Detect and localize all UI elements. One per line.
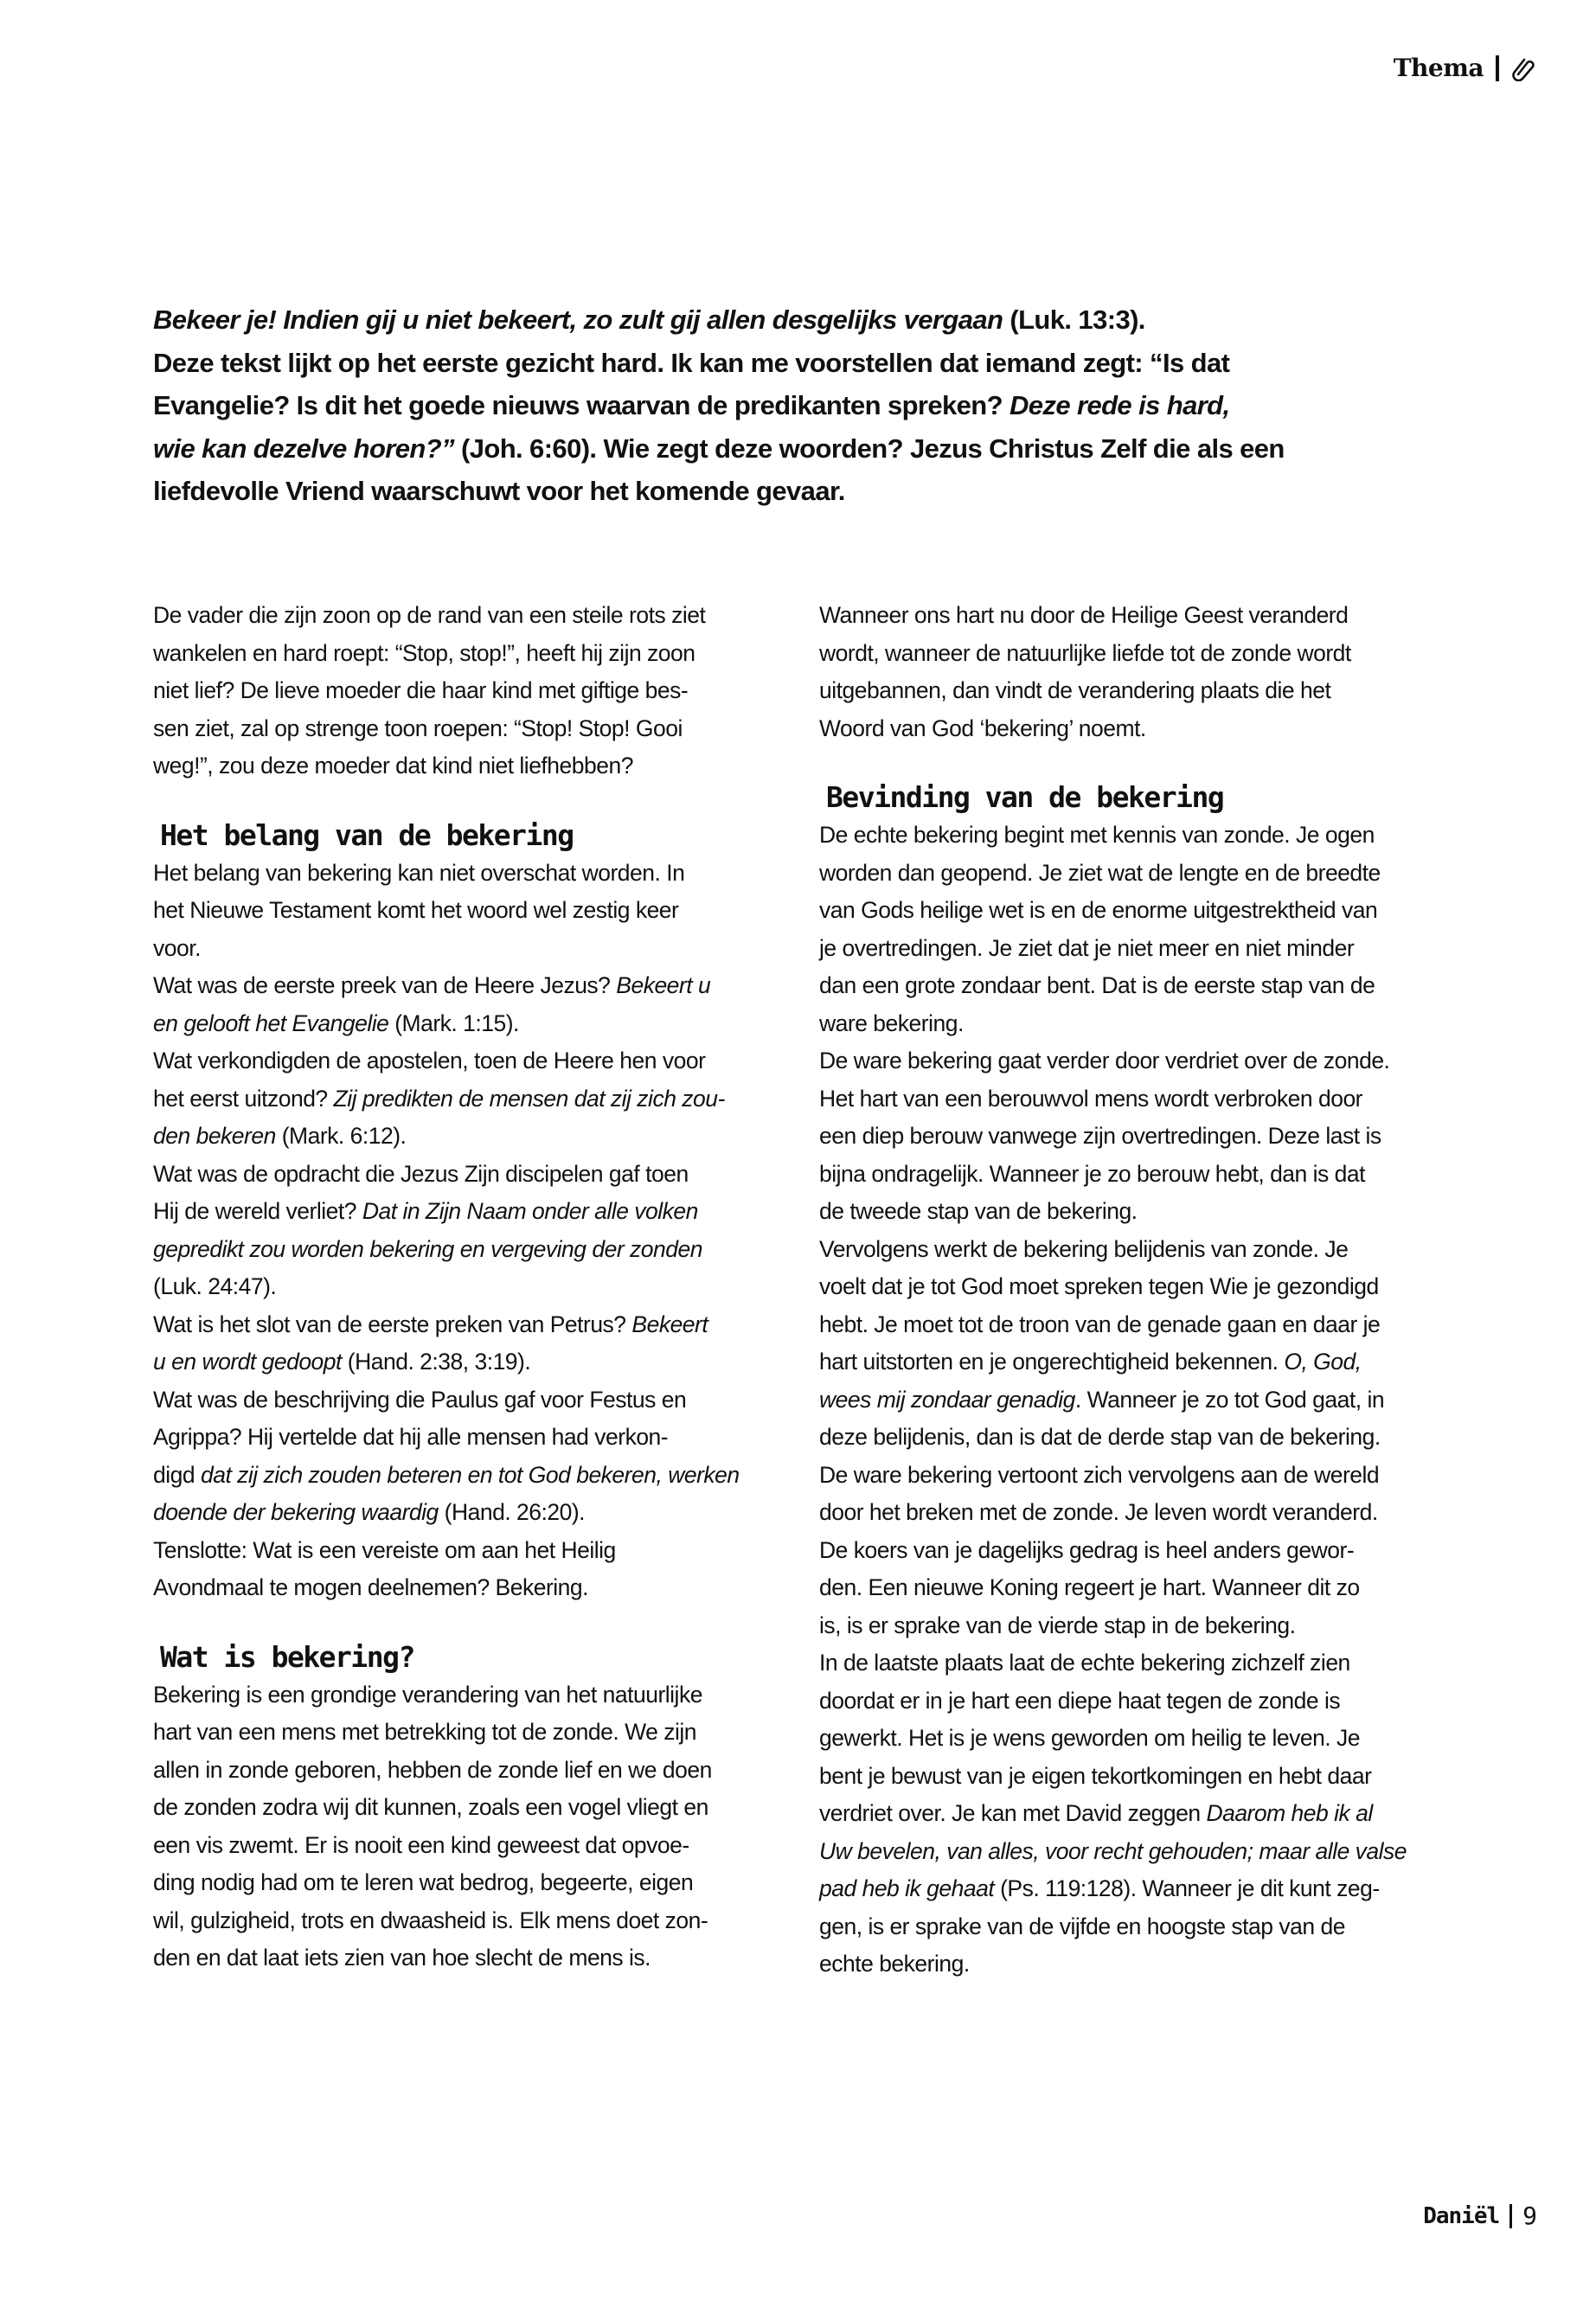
text-run: Bekering is een grondige verandering van het natuurlijke — [153, 1681, 702, 1708]
text-run: niet lief? De lieve moeder die haar kind met giftige bes- — [153, 677, 689, 703]
text-line — [819, 1156, 1442, 1194]
text-line — [819, 635, 1442, 673]
page-number: 9 — [1522, 2202, 1537, 2230]
text-line — [153, 1457, 776, 1495]
text-line — [153, 1231, 776, 1269]
text-run: (Hand. 26:20). — [438, 1499, 586, 1525]
italic-quote: u en wordt gedoopt — [153, 1349, 342, 1375]
intro-line — [153, 470, 1364, 513]
text-line — [153, 1419, 776, 1457]
text-line — [819, 1381, 1442, 1420]
text-run: weg!”, zou deze moeder dat kind niet liefhebben? — [153, 753, 633, 779]
text-run: voelt dat je tot God moet spreken tegen Wie je gezondigd — [819, 1273, 1379, 1299]
text-line — [819, 855, 1442, 893]
text-line — [153, 930, 776, 968]
text-line — [153, 1569, 776, 1607]
text-line — [819, 710, 1442, 748]
text-run: het Nieuwe Testament komt het woord wel zestig keer — [153, 897, 679, 923]
text-run: doordat er in je hart een diepe haat tegen de zonde is — [819, 1687, 1341, 1714]
text-run: den. Een nieuwe Koning regeert je hart. Wanneer dit zo — [819, 1574, 1360, 1600]
text-run: (Hand. 2:38, 3:19). — [341, 1349, 531, 1375]
paragraph — [819, 817, 1442, 1984]
text-line — [153, 672, 776, 710]
text-run: je overtredingen. Je ziet dat je niet meer en niet minder — [819, 934, 1355, 961]
italic-quote: Bekeer je! Indien gij u niet bekeert, zo zult gij allen desgelijks vergaan — [153, 304, 1003, 335]
text-run: De echte bekering begint met kennis van zonde. Je ogen — [819, 822, 1375, 848]
text-run: ding nodig had om te leren wat bedrog, begeerte, eigen — [153, 1869, 694, 1895]
text-line — [153, 1080, 776, 1118]
text-run: De ware bekering vertoont zich vervolgens aan de wereld — [819, 1461, 1380, 1488]
text-line — [819, 597, 1442, 635]
text-run: bijna ondragelijk. Wanneer je zo berouw hebt, dan is dat — [819, 1160, 1365, 1187]
text-run: (Mark. 6:12). — [275, 1123, 407, 1149]
text-run: van Gods heilige wet is en de enorme uitgestrektheid van — [819, 897, 1378, 923]
italic-quote: den bekeren — [153, 1123, 276, 1149]
text-line — [153, 1306, 776, 1344]
text-run: is, is er sprake van de vierde stap in de bekering. — [819, 1612, 1296, 1638]
text-run: Evangelie? Is dit het goede nieuws waarvan de predikanten spreken? — [153, 390, 1010, 420]
text-run: Wat is het slot van de eerste preken van Petrus? — [153, 1311, 632, 1337]
text-line — [819, 1682, 1442, 1721]
text-line — [819, 1870, 1442, 1908]
paragraph — [819, 597, 1442, 747]
text-run: (Luk. 24:47). — [153, 1273, 277, 1299]
left-column — [153, 597, 776, 1977]
text-line — [819, 1231, 1442, 1269]
text-run: den en dat laat iets zien van hoe slecht de mens is. — [153, 1945, 651, 1971]
italic-quote: Deze rede is hard, — [1010, 390, 1230, 420]
text-run: Het belang van bekering kan niet overschat worden. In — [153, 859, 685, 886]
italic-quote: pad heb ik gehaat — [819, 1875, 995, 1901]
text-run: wankelen en hard roept: “Stop, stop!”, heeft hij zijn zoon — [153, 639, 695, 666]
text-line — [153, 747, 776, 785]
section-heading: Wat is bekering? — [160, 1639, 414, 1674]
text-line — [819, 1457, 1442, 1495]
text-run: Vervolgens werkt de bekering belijdenis van zonde. Je — [819, 1235, 1349, 1262]
italic-quote: en gelooft het Evangelie — [153, 1009, 389, 1036]
text-run: deze belijdenis, dan is dat de derde stap van de bekering. — [819, 1424, 1381, 1450]
italic-quote: doende der bekering waardig — [153, 1499, 439, 1525]
text-run: worden dan geopend. Je ziet wat de lengte en de breedte — [819, 859, 1381, 886]
section-header — [1394, 54, 1537, 82]
text-line — [819, 1908, 1442, 1946]
text-run: (Mark. 1:15). — [388, 1009, 519, 1036]
text-line — [819, 930, 1442, 968]
text-run: gewerkt. Het is je wens geworden om heilig te leven. Je — [819, 1725, 1361, 1751]
text-run: uitgebannen, dan vindt de verandering plaats die het — [819, 677, 1331, 703]
text-line — [153, 1005, 776, 1043]
section-heading: Het belang van de bekering — [160, 817, 574, 852]
text-run: echte bekering. — [819, 1951, 970, 1977]
text-line — [819, 1080, 1442, 1118]
text-line — [819, 1644, 1442, 1682]
text-line — [153, 1827, 776, 1865]
italic-quote: Daarom heb ik al — [1206, 1800, 1373, 1826]
intro-line — [153, 342, 1364, 385]
text-line — [819, 1758, 1442, 1796]
text-run: (Joh. 6:60). Wie zegt deze woorden? Jezus Christus Zelf die als een — [453, 433, 1285, 464]
text-line — [153, 1902, 776, 1940]
paragraph — [153, 597, 776, 785]
divider — [1509, 2204, 1512, 2228]
text-run: dan een grote zondaar bent. Dat is de eerste stap van de — [819, 972, 1375, 998]
text-run: In de laatste plaats laat de echte bekering zichzelf zien — [819, 1650, 1350, 1676]
text-run: Wat verkondigden de apostelen, toen de Heere hen voor — [153, 1048, 706, 1074]
text-line — [153, 855, 776, 893]
text-line — [153, 1494, 776, 1532]
paragraph — [153, 855, 776, 1607]
text-run: Woord van God ‘bekering’ noemt. — [819, 715, 1146, 741]
text-line — [819, 817, 1442, 855]
italic-quote: wees mij zondaar genadig — [819, 1386, 1075, 1413]
text-line — [819, 1005, 1442, 1043]
text-line — [819, 892, 1442, 930]
spacer — [153, 1607, 776, 1638]
paragraph — [153, 1676, 776, 1977]
italic-quote: wie kan dezelve horen?” — [153, 433, 454, 464]
text-line — [819, 1795, 1442, 1833]
text-run: De ware bekering gaat verder door verdriet over de zonde. — [819, 1048, 1390, 1074]
intro-line — [153, 298, 1364, 342]
section-heading: Bevinding van de bekering — [826, 780, 1224, 814]
text-line — [819, 1607, 1442, 1645]
text-line — [153, 1676, 776, 1715]
text-run: een diep berouw vanwege zijn overtredingen. Deze last is — [819, 1123, 1381, 1149]
text-line — [819, 1532, 1442, 1570]
italic-quote: O, God, — [1284, 1349, 1362, 1375]
text-run: (Ps. 119:128). Wanneer je dit kunt zeg- — [994, 1875, 1380, 1901]
text-run: hebt. Je moet tot de troon van de genade gaan en daar je — [819, 1311, 1381, 1337]
text-run: het eerst uitzond? — [153, 1085, 334, 1112]
text-line — [819, 1343, 1442, 1381]
text-line — [153, 1193, 776, 1231]
text-run: sen ziet, zal op strenge toon roepen: “Stop! Stop! Gooi — [153, 715, 683, 741]
italic-quote: Dat in Zijn Naam onder alle volken — [362, 1198, 698, 1224]
text-run: voor. — [153, 934, 201, 961]
divider — [1496, 55, 1499, 81]
italic-quote: Bekeert — [631, 1311, 708, 1337]
text-run: digd — [153, 1461, 201, 1488]
text-line — [819, 1268, 1442, 1306]
text-run: gen, is er sprake van de vijfde en hoogste stap van de — [819, 1913, 1345, 1939]
text-run: Het hart van een berouwvol mens wordt verbroken door — [819, 1085, 1363, 1112]
text-run: . Wanneer je zo tot God gaat, in — [1074, 1386, 1385, 1413]
intro-lead — [153, 298, 1364, 513]
text-run: de zonden zodra wij dit kunnen, zoals een vogel vliegt en — [153, 1794, 708, 1820]
text-run: Wat was de opdracht die Jezus Zijn discipelen gaf toen — [153, 1160, 689, 1187]
page-footer — [1423, 2202, 1537, 2230]
text-line — [153, 1532, 776, 1570]
text-line — [153, 1156, 776, 1194]
text-run: Agrippa? Hij vertelde dat hij alle mensen had verkon- — [153, 1424, 669, 1450]
text-line — [153, 1789, 776, 1827]
publication-name: Daniël — [1423, 2202, 1500, 2229]
text-line — [153, 1864, 776, 1902]
text-line — [819, 1193, 1442, 1231]
text-line — [153, 1752, 776, 1790]
text-line — [819, 672, 1442, 710]
text-line — [153, 1118, 776, 1156]
text-line — [819, 1494, 1442, 1532]
text-line — [153, 1042, 776, 1080]
text-run: een vis zwemt. Er is nooit een kind geweest dat opvoe- — [153, 1831, 689, 1858]
text-run: wordt, wanneer de natuurlijke liefde tot de zonde wordt — [819, 639, 1351, 666]
text-line — [819, 1833, 1442, 1871]
text-line — [153, 635, 776, 673]
text-line — [153, 892, 776, 930]
intro-line — [153, 427, 1364, 471]
text-line — [153, 1268, 776, 1306]
text-line — [819, 1419, 1442, 1457]
text-line — [819, 1945, 1442, 1984]
spacer — [153, 785, 776, 817]
spacer — [819, 747, 1442, 779]
text-line — [153, 597, 776, 635]
text-run: bent je bewust van je eigen tekortkomingen en hebt daar — [819, 1762, 1372, 1789]
italic-quote: dat zij zich zouden beteren en tot God bekeren, werken — [200, 1461, 740, 1488]
text-run: hart uitstorten en je ongerechtigheid bekennen. — [819, 1349, 1285, 1375]
text-line — [153, 1343, 776, 1381]
text-line — [819, 1720, 1442, 1758]
text-run: Deze tekst lijkt op het eerste gezicht hard. Ik kan me voorstellen dat iemand zegt: “Is dat — [153, 347, 1230, 378]
text-run: wil, gulzigheid, trots en dwaasheid is. Elk mens doet zon- — [153, 1907, 708, 1933]
text-run: hart van een mens met betrekking tot de zonde. We zijn — [153, 1719, 697, 1745]
text-line — [819, 1042, 1442, 1080]
text-run: Wanneer ons hart nu door de Heilige Geest veranderd — [819, 602, 1349, 628]
text-run: Tenslotte: Wat is een vereiste om aan het Heilig — [153, 1536, 616, 1563]
right-column — [819, 597, 1442, 1984]
italic-quote: Uw bevelen, van alles, voor recht gehouden; maar alle valse — [819, 1837, 1407, 1864]
text-run: verdriet over. Je kan met David zeggen — [819, 1800, 1207, 1826]
text-run: allen in zonde geboren, hebben de zonde lief en we doen — [153, 1756, 712, 1783]
paperclip-icon — [1511, 55, 1537, 81]
text-run: de tweede stap van de bekering. — [819, 1198, 1138, 1224]
text-run: De vader die zijn zoon op de rand van een steile rots ziet — [153, 602, 706, 628]
text-run: Wat was de eerste preek van de Heere Jezus? — [153, 972, 617, 998]
text-line — [819, 967, 1442, 1005]
text-run: Hij de wereld verliet? — [153, 1198, 362, 1224]
text-run: (Luk. 13:3). — [1003, 304, 1145, 335]
italic-quote: gepredikt zou worden bekering en vergeving der zonden — [153, 1235, 702, 1262]
italic-quote: Bekeert u — [616, 972, 711, 998]
text-line — [153, 1714, 776, 1752]
text-run: Wat was de beschrijving die Paulus gaf voor Festus en — [153, 1386, 687, 1413]
text-run: Avondmaal te mogen deelnemen? Bekering. — [153, 1574, 588, 1600]
text-line — [153, 1381, 776, 1420]
text-run: De koers van je dagelijks gedrag is heel anders gewor- — [819, 1536, 1355, 1563]
intro-line — [153, 384, 1364, 427]
text-line — [153, 967, 776, 1005]
text-run: liefdevolle Vriend waarschuwt voor het komende gevaar. — [153, 476, 845, 506]
text-run: door het breken met de zonde. Je leven wordt veranderd. — [819, 1499, 1378, 1525]
text-run: ware bekering. — [819, 1009, 964, 1036]
italic-quote: Zij predikten de mensen dat zij zich zou- — [333, 1085, 725, 1112]
section-label: Thema — [1393, 54, 1484, 82]
text-line — [819, 1118, 1442, 1156]
text-line — [819, 1569, 1442, 1607]
text-line — [819, 1306, 1442, 1344]
text-line — [153, 710, 776, 748]
text-line — [153, 1939, 776, 1977]
